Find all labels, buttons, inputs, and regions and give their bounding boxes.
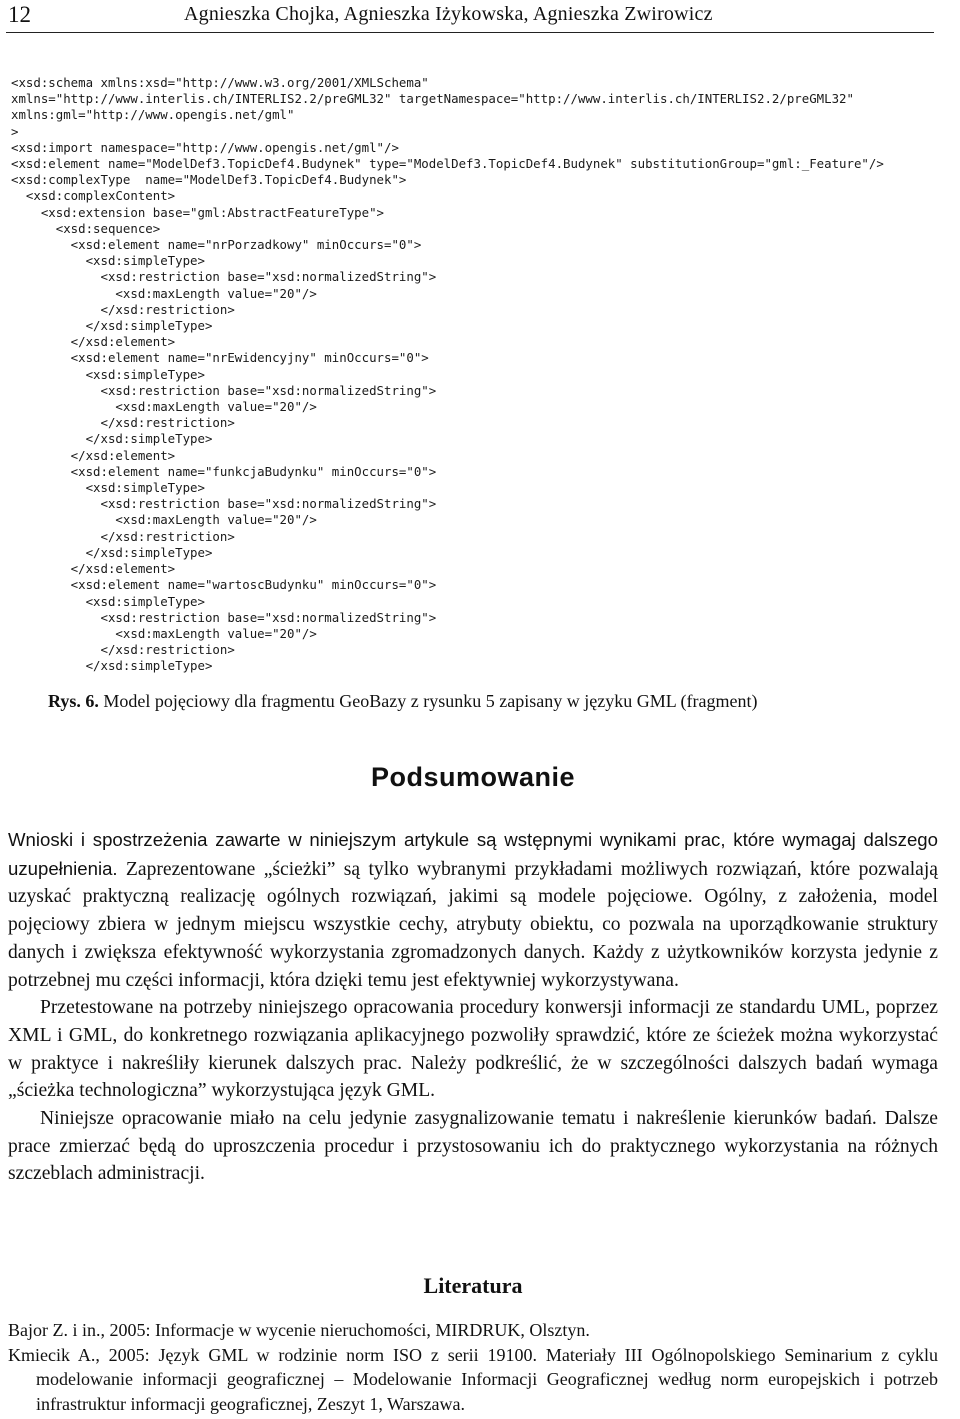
figure-label: Rys. 6. [48, 691, 99, 711]
section-title-summary: Podsumowanie [370, 762, 576, 792]
figure-caption-text: Model pojęciowy dla fragmentu GeoBazy z rysunku 5 zapisany w języku GML (fragment) [103, 691, 758, 711]
page-number: 12 [8, 2, 31, 27]
reference-item: Kmiecik A., 2005: Język GML w rodzinie norm ISO z serii 19100. Materiały III Ogólnopolskiego Seminarium z cyklu modelowanie informacji geograficznej – Modelowanie Informacji Geograficznej według norm europejskich i potrzeb infrastruktur informacji geograficznej, Zeszyt 1, Warszawa. [8, 1344, 938, 1414]
figure-caption [48, 691, 758, 712]
summary-paragraph-1-rest: Zaprezentowane „ścieżki” są tylko wybranymi przykładami możliwych rozwiązań, które pozwalają uzyskać praktyczną realizację ogólnych rozwiązań, jakimi są modele pojęciowe. Ogólny, z założenia, model pojęciowy zbiera w jednym miejscu wszystkie cechy, atrybuty obiektu, co pozwala na uporządkowanie struktury danych i zwiększa efektywność wykorzystania zgromadzonych danych. Każdy z użytkowników korzysta jedynie z potrzebnej mu części informacji, która dzięki temu jest efektywniej wykorzystywana. [8, 858, 938, 991]
summary-paragraph-2: Przetestowane na potrzeby niniejszego opracowania procedury konwersji informacji ze standardu UML, poprzez XML i GML, do konkretnego rozwiązania aplikacyjnego pozwoliły sprawdzić, które ze ścieżek można wykorzystać w praktyce i nakreśliły kierunek dalszych prac. Należy podkreślić, że w szczególności dalszych badań wymaga „ścieżka technologiczna” wykorzystująca język GML. [8, 997, 938, 1102]
running-head-authors: Agnieszka Chojka, Agnieszka Iżykowska, Agnieszka Zwirowicz [184, 3, 713, 25]
running-header [6, 0, 934, 33]
reference-item: Bajor Z. i in., 2005: Informacje w wycenie nieruchomości, MIRDRUK, Olsztyn. [8, 1320, 590, 1340]
gml-code-listing: <xsd:schema xmlns:xsd="http://www.w3.org/2001/XMLSchema" xmlns="http://www.interlis.ch/INTERLIS2.2/preGML32" targetNamespace="http://www.interlis.ch/INTERLIS2.2/preGML32" xmlns:gml="http://www.opengis.net/gml" > <xsd:import namespace="http://www.opengis.net/gml"/> <xsd:element name="ModelDef3.TopicDef4.Budynek" type="ModelDef3.TopicDef4.Budynek" substitutionGroup="gml:_Feature"/> <xsd:complexType name="ModelDef3.TopicDef4.Budynek"> <xsd:complexContent> <xsd:extension base="gml:AbstractFeatureType"> <xsd:sequence> <xsd:element name="nrPorzadkowy" minOccurs="0"> <xsd:simpleType> <xsd:restriction base="xsd:normalizedString"> <xsd:maxLength value="20"/> </xsd:restriction> </xsd:simpleType> </xsd:element> <xsd:element name="nrEwidencyjny" minOccurs="0"> <xsd:simpleType> <xsd:restriction base="xsd:normalizedString"> <xsd:maxLength value="20"/> </xsd:restriction> </xsd:simpleType> </xsd:element> <xsd:element name="funkcjaBudynku" minOccurs="0"> <xsd:simpleType> <xsd:restriction base="xsd:normalizedString"> <xsd:maxLength value="20"/> </xsd:restriction> </xsd:simpleType> </xsd:element> <xsd:element name="wartoscBudynku" minOccurs="0"> <xsd:simpleType> <xsd:restriction base="xsd:normalizedString"> <xsd:maxLength value="20"/> </xsd:restriction> </xsd:simpleType> [11, 75, 884, 674]
summary-paragraph-1 [8, 826, 938, 994]
reference-list [8, 1318, 938, 1416]
summary-body [8, 826, 938, 1188]
summary-intro: Wnioski i spostrzeżenia zawarte w niniejszym artykule są wstępnymi wynikami prac, które wymagaj dalszego uzupełnienia. [8, 829, 938, 879]
summary-paragraph-3: Niniejsze opracowanie miało na celu jedynie zasygnalizowanie tematu i nakreślenie kierunków badań. Dalsze prace zmierzać będą do uproszczenia procedur i przystosowaniu ich do praktycznego wykorzystania na różnych szczeblach administracji. [8, 1108, 938, 1185]
section-title-literature: Literatura [423, 1273, 523, 1298]
